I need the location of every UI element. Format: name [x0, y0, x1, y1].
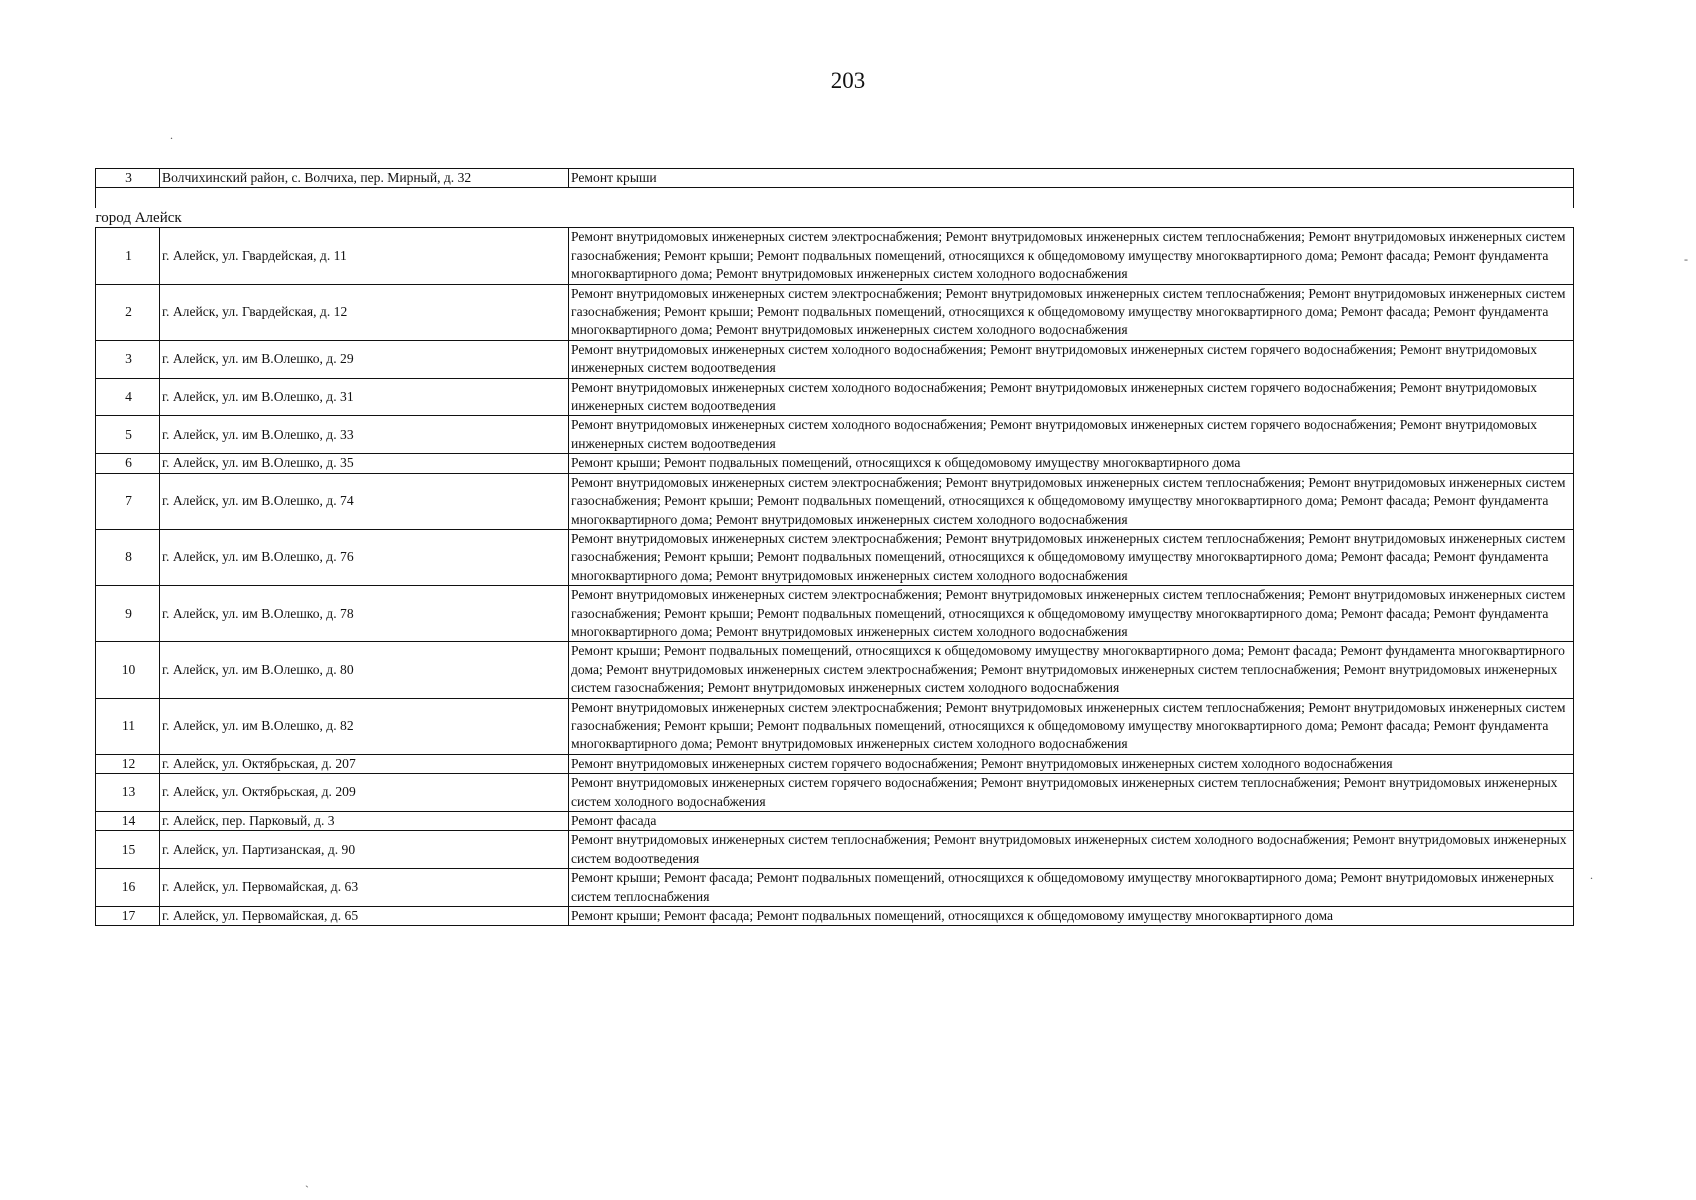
table-row: [96, 831, 1574, 869]
row-works: Ремонт внутридомовых инженерных систем горячего водоснабжения; Ремонт внутридомовых инженерных систем теплоснабжения; Ремонт внутридомовых инженерных систем холодного водоснабжения: [569, 774, 1574, 812]
table-row: [96, 284, 1574, 340]
row-address: г. Алейск, ул. Партизанская, д. 90: [160, 831, 569, 869]
table-row: [96, 812, 1574, 831]
table-row: [96, 698, 1574, 754]
row-address: г. Алейск, ул. им В.Олешко, д. 82: [160, 698, 569, 754]
table-row: [96, 869, 1574, 907]
row-number: 3: [96, 340, 160, 378]
row-number: 15: [96, 831, 160, 869]
row-address: г. Алейск, пер. Парковый, д. 3: [160, 812, 569, 831]
table-row: [96, 454, 1574, 473]
row-address: г. Алейск, ул. им В.Олешко, д. 33: [160, 416, 569, 454]
row-works: Ремонт внутридомовых инженерных систем электроснабжения; Ремонт внутридомовых инженерных систем теплоснабжения; Ремонт внутридомовых инженерных систем газоснабжения; Ремонт крыши; Ремонт подвальных помещений, относящихся к общедомовому имуществу многоквартирного дома; Ремонт фасада; Ремонт фундамента многоквартирного дома; Ремонт внутридомовых инженерных систем холодного водоснабжения: [569, 586, 1574, 642]
row-address: г. Алейск, ул. им В.Олешко, д. 76: [160, 529, 569, 585]
row-number: 5: [96, 416, 160, 454]
row-address: г. Алейск, ул. им В.Олешко, д. 31: [160, 378, 569, 416]
row-address: г. Алейск, ул. им В.Олешко, д. 29: [160, 340, 569, 378]
scan-dot: .: [1590, 868, 1593, 882]
row-number: 4: [96, 378, 160, 416]
section-title: город Алейск: [96, 208, 1574, 228]
scan-dot: .: [170, 128, 173, 142]
row-address: г. Алейск, ул. Октябрьская, д. 209: [160, 774, 569, 812]
table-row: [96, 907, 1574, 926]
row-works: Ремонт внутридомовых инженерных систем теплоснабжения; Ремонт внутридомовых инженерных систем холодного водоснабжения; Ремонт внутридомовых инженерных систем водоотведения: [569, 831, 1574, 869]
row-works: Ремонт внутридомовых инженерных систем электроснабжения; Ремонт внутридомовых инженерных систем теплоснабжения; Ремонт внутридомовых инженерных систем газоснабжения; Ремонт крыши; Ремонт подвальных помещений, относящихся к общедомовому имуществу многоквартирного дома; Ремонт фасада; Ремонт фундамента многоквартирного дома; Ремонт внутридомовых инженерных систем холодного водоснабжения: [569, 473, 1574, 529]
row-address: Волчихинский район, с. Волчиха, пер. Мирный, д. 32: [160, 169, 569, 188]
row-works: Ремонт внутридомовых инженерных систем холодного водоснабжения; Ремонт внутридомовых инженерных систем горячего водоснабжения; Ремонт внутридомовых инженерных систем водоотведения: [569, 378, 1574, 416]
table-row: [96, 473, 1574, 529]
row-number: 1: [96, 228, 160, 284]
row-address: г. Алейск, ул. им В.Олешко, д. 78: [160, 586, 569, 642]
table-row: [96, 774, 1574, 812]
page-number: 203: [830, 68, 866, 93]
row-address: г. Алейск, ул. им В.Олешко, д. 74: [160, 473, 569, 529]
row-works: Ремонт крыши; Ремонт подвальных помещений, относящихся к общедомовому имуществу многоквартирного дома: [569, 454, 1574, 473]
section-row: [96, 208, 1574, 228]
row-address: г. Алейск, ул. Гвардейская, д. 11: [160, 228, 569, 284]
scan-dot: -: [1684, 252, 1688, 266]
row-works: Ремонт внутридомовых инженерных систем холодного водоснабжения; Ремонт внутридомовых инженерных систем горячего водоснабжения; Ремонт внутридомовых инженерных систем водоотведения: [569, 416, 1574, 454]
table-row: [96, 642, 1574, 698]
row-works: Ремонт крыши; Ремонт фасада; Ремонт подвальных помещений, относящихся к общедомовому имуществу многоквартирного дома; Ремонт внутридомовых инженерных систем теплоснабжения: [569, 869, 1574, 907]
table-row: [96, 169, 1574, 188]
row-number: 17: [96, 907, 160, 926]
row-address: г. Алейск, ул. им В.Олешко, д. 35: [160, 454, 569, 473]
row-works: Ремонт внутридомовых инженерных систем холодного водоснабжения; Ремонт внутридомовых инженерных систем горячего водоснабжения; Ремонт внутридомовых инженерных систем водоотведения: [569, 340, 1574, 378]
table-row: [96, 529, 1574, 585]
row-works: Ремонт внутридомовых инженерных систем горячего водоснабжения; Ремонт внутридомовых инженерных систем холодного водоснабжения: [569, 754, 1574, 773]
table-row: [96, 378, 1574, 416]
row-works: Ремонт крыши; Ремонт фасада; Ремонт подвальных помещений, относящихся к общедомовому имуществу многоквартирного дома: [569, 907, 1574, 926]
row-address: г. Алейск, ул. Первомайская, д. 65: [160, 907, 569, 926]
spacer-row: [96, 188, 1574, 209]
row-number: 16: [96, 869, 160, 907]
row-number: 13: [96, 774, 160, 812]
table-row: [96, 340, 1574, 378]
row-number: 11: [96, 698, 160, 754]
row-address: г. Алейск, ул. Октябрьская, д. 207: [160, 754, 569, 773]
row-address: г. Алейск, ул. им В.Олешко, д. 80: [160, 642, 569, 698]
row-works: Ремонт внутридомовых инженерных систем электроснабжения; Ремонт внутридомовых инженерных систем теплоснабжения; Ремонт внутридомовых инженерных систем газоснабжения; Ремонт крыши; Ремонт подвальных помещений, относящихся к общедомовому имуществу многоквартирного дома; Ремонт фасада; Ремонт фундамента многоквартирного дома; Ремонт внутридомовых инженерных систем холодного водоснабжения: [569, 228, 1574, 284]
table-row: [96, 228, 1574, 284]
row-address: г. Алейск, ул. Гвардейская, д. 12: [160, 284, 569, 340]
row-works: Ремонт фасада: [569, 812, 1574, 831]
row-number: 8: [96, 529, 160, 585]
row-number: 3: [96, 169, 160, 188]
row-number: 6: [96, 454, 160, 473]
row-number: 2: [96, 284, 160, 340]
row-number: 10: [96, 642, 160, 698]
row-number: 14: [96, 812, 160, 831]
repair-table: [95, 168, 1574, 926]
row-works: Ремонт внутридомовых инженерных систем электроснабжения; Ремонт внутридомовых инженерных систем теплоснабжения; Ремонт внутридомовых инженерных систем газоснабжения; Ремонт крыши; Ремонт подвальных помещений, относящихся к общедомовому имуществу многоквартирного дома; Ремонт фасада; Ремонт фундамента многоквартирного дома; Ремонт внутридомовых инженерных систем холодного водоснабжения: [569, 284, 1574, 340]
row-address: г. Алейск, ул. Первомайская, д. 63: [160, 869, 569, 907]
table-row: [96, 586, 1574, 642]
row-number: 7: [96, 473, 160, 529]
row-works: Ремонт крыши: [569, 169, 1574, 188]
row-number: 9: [96, 586, 160, 642]
table-row: [96, 754, 1574, 773]
scan-dot: `: [305, 1183, 309, 1197]
table-row: [96, 416, 1574, 454]
row-works: Ремонт внутридомовых инженерных систем электроснабжения; Ремонт внутридомовых инженерных систем теплоснабжения; Ремонт внутридомовых инженерных систем газоснабжения; Ремонт крыши; Ремонт подвальных помещений, относящихся к общедомовому имуществу многоквартирного дома; Ремонт фасада; Ремонт фундамента многоквартирного дома; Ремонт внутридомовых инженерных систем холодного водоснабжения: [569, 529, 1574, 585]
row-works: Ремонт внутридомовых инженерных систем электроснабжения; Ремонт внутридомовых инженерных систем теплоснабжения; Ремонт внутридомовых инженерных систем газоснабжения; Ремонт крыши; Ремонт подвальных помещений, относящихся к общедомовому имуществу многоквартирного дома; Ремонт фасада; Ремонт фундамента многоквартирного дома; Ремонт внутридомовых инженерных систем холодного водоснабжения: [569, 698, 1574, 754]
row-works: Ремонт крыши; Ремонт подвальных помещений, относящихся к общедомовому имуществу многоквартирного дома; Ремонт фасада; Ремонт фундамента многоквартирного дома; Ремонт внутридомовых инженерных систем электроснабжения; Ремонт внутридомовых инженерных систем теплоснабжения; Ремонт внутридомовых инженерных систем газоснабжения; Ремонт внутридомовых инженерных систем холодного водоснабжения: [569, 642, 1574, 698]
row-number: 12: [96, 754, 160, 773]
